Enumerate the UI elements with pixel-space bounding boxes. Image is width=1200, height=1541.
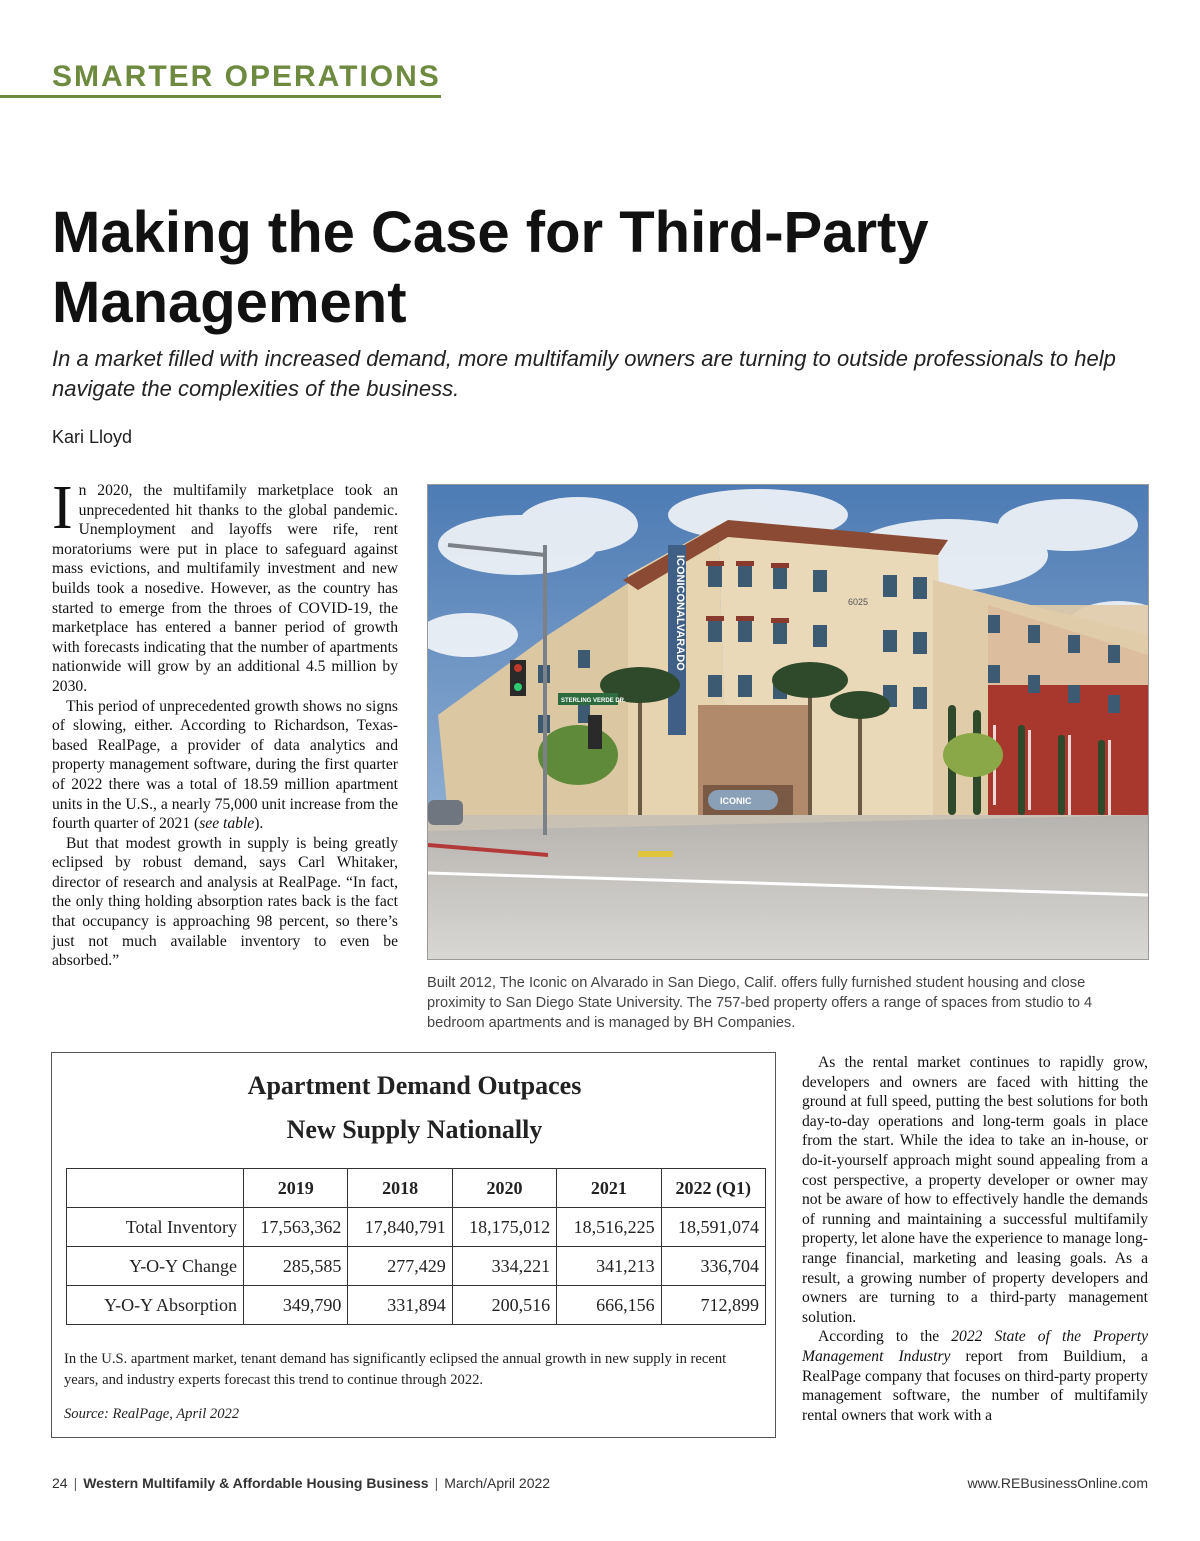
row-label: Total Inventory <box>67 1208 244 1247</box>
data-table-box <box>51 1052 776 1438</box>
paragraph-3: But that modest growth in supply is being greatly eclipsed by robust demand, says Carl Whitaker, director of research and analysis at RealPage. “In fact, the only thing holding absorption rates back is the fact that occupancy is approaching 98 percent, so there’s just not much available inventory to even be absorbed.” <box>52 834 398 970</box>
table-cell: 341,213 <box>557 1247 661 1286</box>
table-cell: 336,704 <box>661 1247 765 1286</box>
footer-separator: | <box>73 1475 78 1491</box>
right-paragraph-2 <box>802 1327 1148 1425</box>
table-cell: 712,899 <box>661 1286 765 1325</box>
drop-cap: I <box>52 474 73 542</box>
footer-website: www.REBusinessOnline.com <box>967 1475 1148 1491</box>
section-label: SMARTER OPERATIONS <box>52 60 441 93</box>
right-paragraph-2-start: According to the <box>818 1328 952 1346</box>
building-address: 6025 <box>848 597 869 607</box>
table-cell: 17,840,791 <box>348 1208 452 1247</box>
monument-sign: ICONIC <box>720 796 752 806</box>
table-cell: 331,894 <box>348 1286 452 1325</box>
byline: Kari Lloyd <box>52 427 133 447</box>
building-photo-illustration <box>428 485 1148 959</box>
table-header-cell <box>67 1169 244 1208</box>
table-source: Source: RealPage, April 2022 <box>64 1406 240 1422</box>
footer-left <box>52 1475 550 1491</box>
table-reference: see table <box>199 815 255 833</box>
table-cell: 666,156 <box>557 1286 661 1325</box>
footer-separator: | <box>434 1475 439 1491</box>
table-header-row <box>67 1169 766 1208</box>
table-cell: 18,516,225 <box>557 1208 661 1247</box>
table-cell: 349,790 <box>244 1286 348 1325</box>
apartment-demand-table <box>66 1168 766 1325</box>
table-header-cell: 2020 <box>452 1169 556 1208</box>
table-row <box>67 1247 766 1286</box>
table-header-cell: 2021 <box>557 1169 661 1208</box>
row-label: Y-O-Y Change <box>67 1247 244 1286</box>
table-cell: 277,429 <box>348 1247 452 1286</box>
table-cell: 17,563,362 <box>244 1208 348 1247</box>
right-column <box>802 1053 1148 1425</box>
table-row <box>67 1286 766 1325</box>
table-cell: 200,516 <box>452 1286 556 1325</box>
publication-name: Western Multifamily & Affordable Housing Business <box>83 1475 429 1491</box>
table-cell: 285,585 <box>244 1247 348 1286</box>
table-note: In the U.S. apartment market, tenant demand has significantly eclipsed the annual growth in new supply in recent years, and industry experts forecast this trend to continue through 2022. <box>64 1351 727 1388</box>
paragraph-2 <box>52 697 398 834</box>
table-cell: 18,591,074 <box>661 1208 765 1247</box>
building-sign: ICONICONALVARADO <box>674 555 686 671</box>
section-rule <box>0 95 441 98</box>
table-title-line-2: New Supply Nationally <box>286 1115 543 1144</box>
right-paragraph-1: As the rental market continues to rapidly grow, developers and owners are faced with hitting the ground at full speed, putting the best solutions for both day-to-day operations and long-term goals in place from the start. While the idea to take an in-house, or do-it-yourself approach might sound appealing from a cost perspective, a property developer or owner may not be aware of how to effectively handle the demands of running and maintaining a successful multifamily property, let alone have the experience to manage long-range financial, marketing and leasing goals. As a result, a growing number of property developers and owners are turning to a third-party management solution. <box>802 1054 1148 1326</box>
table-cell: 18,175,012 <box>452 1208 556 1247</box>
paragraph-2-end: ). <box>254 815 264 833</box>
table-row <box>67 1208 766 1247</box>
dek: In a market filled with increased demand, more multifamily owners are turning to outside professionals to help navigate the complexities of the business. <box>52 346 1116 401</box>
row-label: Y-O-Y Absorption <box>67 1286 244 1325</box>
paragraph-1 <box>52 474 398 697</box>
street-sign: STERLING VERDE DR. <box>561 698 626 704</box>
building-photo <box>427 484 1149 960</box>
table-header-cell: 2019 <box>244 1169 348 1208</box>
table-header-cell: 2018 <box>348 1169 452 1208</box>
headline: Making the Case for Third-Party Management <box>52 200 929 335</box>
table-title-line-1: Apartment Demand Outpaces <box>247 1071 582 1100</box>
report-title: 2022 State of the Property Management Industry <box>802 1328 1148 1365</box>
table-cell: 334,221 <box>452 1247 556 1286</box>
issue-date: March/April 2022 <box>444 1475 551 1491</box>
page-number: 24 <box>52 1475 68 1491</box>
right-paragraph-2-end: report from Buildium, a RealPage company that focuses on third-party property management software, the number of multifamily rental owners that work with a <box>802 1347 1148 1424</box>
paragraph-2-text: This period of unprecedented growth shows no signs of slowing, either. According to Richardson, Texas-based RealPage, a provider of data analytics and property management software, during the first quarter of 2022 there was a total of 18.59 million apartment units in the U.S., a nearly 75,000 unit increase from the fourth quarter of 2021 ( <box>52 697 398 833</box>
photo-caption: Built 2012, The Iconic on Alvarado in San Diego, Calif. offers fully furnished student housing and close proximity to San Diego State University. The 757-bed property offers a range of spaces from studio to 4 bedroom apartments and is managed by BH Companies. <box>427 975 1093 1031</box>
paragraph-1-text: n 2020, the multifamily marketplace took an unprecedented hit thanks to the global pandemic. Unemployment and layoffs were rife, rent moratoriums were put in place to safeguard against mass evictions, and multifamily investment and new builds took a nosedive. However, as the country has started to emerge from the throes of COVID-19, the marketplace has entered a banner period of growth with forecasts indicating that the number of apartments nationwide will grow by an additional 4.5 million by 2030. <box>52 482 398 695</box>
table-header-cell: 2022 (Q1) <box>661 1169 765 1208</box>
left-column <box>52 474 398 971</box>
